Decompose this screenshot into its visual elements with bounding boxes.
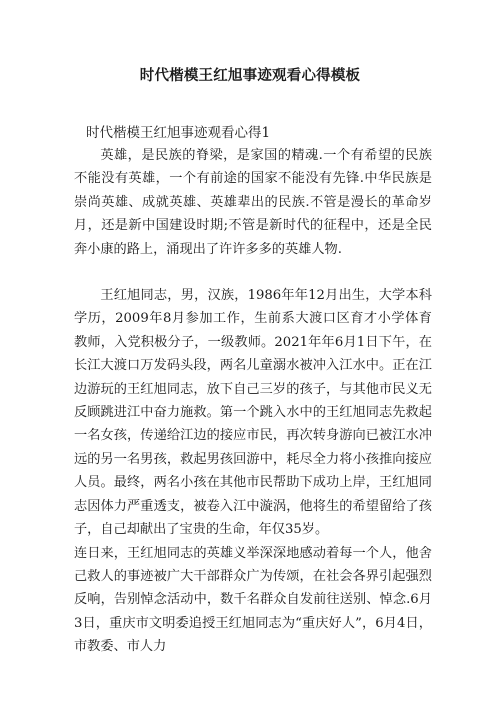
paragraph-1: 英雄，是民族的脊梁，是家国的精魂.一个有希望的民族不能没有英雄，一个有前途的国家不能没有先锋.中华民族是崇尚英雄、成就英雄、英雄辈出的民族.不管是漫长的革命岁月，还是新中国建设时期;不管是新时代的征程中，还是全民奔小康的路上，涌现出了许许多多的英雄人物. [74, 148, 432, 257]
section-heading: 时代楷模王红旭事迹观看心得1 [86, 125, 271, 141]
document-title: 时代楷模王红旭事迹观看心得模板 [139, 67, 361, 84]
document-body [74, 144, 432, 659]
paragraph-2: 王红旭同志，男，汉族，1986年年12月出生，大学本科学历，2009年8月参加工作，生前系大渡口区育才小学体育教师，入党积极分子，一级教师。2021年年6月1日下午，在长江大渡口万发码头段，两名儿童溺水被冲入江水中。正在江边游玩的王红旭同志，放下自己三岁的孩子，与其他市民义无反顾跳进江中奋力施救。第一个跳入水中的王红旭同志先救起一名女孩，传递给江边的接应市民，再次转身游向已被江水冲远的另一名男孩，救起男孩回游中，耗尽全力将小孩推向接应人员。最终，两名小孩在其他市民帮助下成功上岸，王红旭同志因体力严重透支，被卷入江中漩涡，他将生的希望留给了孩子，自己却献出了宝贵的生命，年仅35岁。 [74, 288, 432, 538]
paragraph-3: 连日来，王红旭同志的英雄义举深深地感动着每一个人，他舍己救人的事迹被广大干部群众广为传颂，在社会各界引起强烈反响，告别悼念活动中，数千名群众自发前往送别、悼念.6月3日，重庆市文明委追授王红旭同志为“重庆好人”，6月4日，市教委、市人力 [74, 545, 432, 655]
